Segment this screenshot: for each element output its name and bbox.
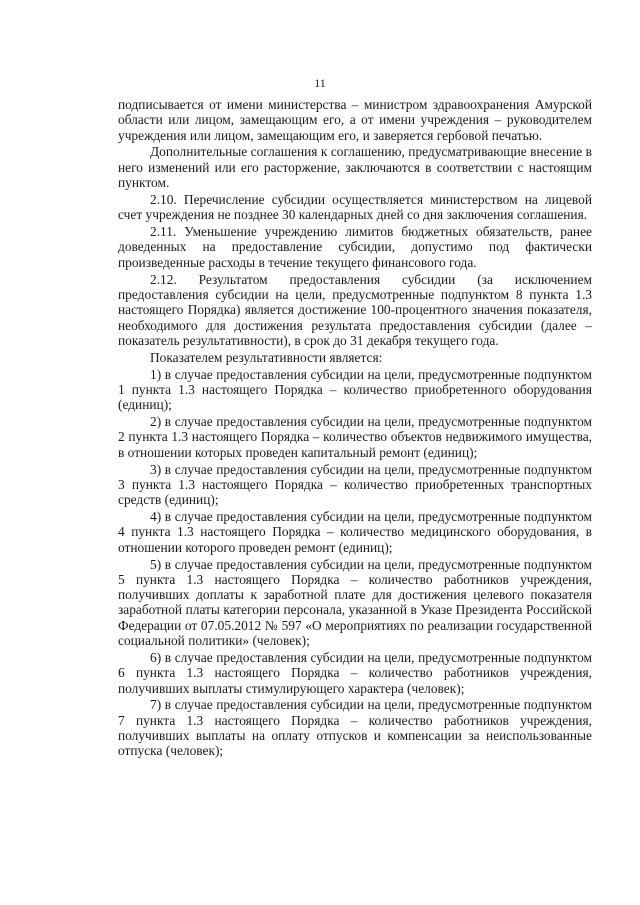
paragraph-2-12: 2.12. Результатом предоставления субсидии (за исключением предоставления субсидии на цели, предусмотренные подпунктом 8 пункта 1.3 настоящего Порядка) является достижение 100-процентного значения показателя, необходимого для достижения результата предоставления субсидии (далее – показатель результативности), в срок до 31 декабря текущего года. xyxy=(118,271,592,348)
paragraph-2-10: 2.10. Перечисление субсидии осуществляется министерством на лицевой счет учреждения не позднее 30 календарных дней со дня заключения соглашения. xyxy=(118,191,592,223)
paragraph-indicator-intro: Показателем результативности является: xyxy=(150,349,383,365)
list-item-3: 3) в случае предоставления субсидии на цели, предусмотренные подпунктом 3 пункта 1.3 настоящего Порядка – количество приобретенных транспортных средств (единиц); xyxy=(118,461,592,508)
list-item-5: 5) в случае предоставления субсидии на цели, предусмотренные подпунктом 5 пункта 1.3 настоящего Порядка – количество работников учреждения, получивших доплаты к заработной плате для достижения целевого показателя заработной платы категории персонала, указанной в Указе Президента Российской Федерации от 07.05.2012 № 597 «О мероприятиях по реализации государственной социальной политики» (человек); xyxy=(118,556,592,649)
list-item-4: 4) в случае предоставления субсидии на цели, предусмотренные подпунктом 4 пункта 1.3 настоящего Порядка – количество медицинского оборудования, в отношении которого проведен ремонт (единиц); xyxy=(118,509,592,555)
list-item-6: 6) в случае предоставления субсидии на цели, предусмотренные подпунктом 6 пункта 1.3 настоящего Порядка – количество работников учреждения, получивших выплаты стимулирующего характера (человек); xyxy=(118,649,592,696)
paragraph-additional-agreements: Дополнительные соглашения к соглашению, предусматривающие внесение в него изменений или его расторжение, заключаются в соответствии с настоящим пунктом. xyxy=(118,144,592,191)
paragraph-2-11: 2.11. Уменьшение учреждению лимитов бюджетных обязательств, ранее доведенных на предоставление субсидии, допустимо под фактически произведенные расходы в течение текущего финансового года. xyxy=(118,224,592,270)
paragraph-signing: подписывается от имени министерства – министром здравоохранения Амурской области или лицом, замещающим его, а от имени учреждения – руководителем учреждения или лицом, замещающим его, и заверяется гербовой печатью. xyxy=(118,97,592,143)
list-item-7: 7) в случае предоставления субсидии на цели, предусмотренные подпунктом 7 пункта 1.3 настоящего Порядка – количество работников учреждения, получивших выплаты на оплату отпусков и компенсации за неиспользованные отпуска (человек); xyxy=(118,697,592,759)
document-body xyxy=(118,97,592,760)
page-number: 11 xyxy=(314,76,326,90)
list-item-2: 2) в случае предоставления субсидии на цели, предусмотренные подпунктом 2 пункта 1.3 настоящего Порядка – количество объектов недвижимого имущества, в отношении которых проведен капитальный ремонт (единиц); xyxy=(118,414,592,460)
list-item-1: 1) в случае предоставления субсидии на цели, предусмотренные подпунктом 1 пункта 1.3 настоящего Порядка – количество приобретенного оборудования (единиц); xyxy=(118,366,592,413)
